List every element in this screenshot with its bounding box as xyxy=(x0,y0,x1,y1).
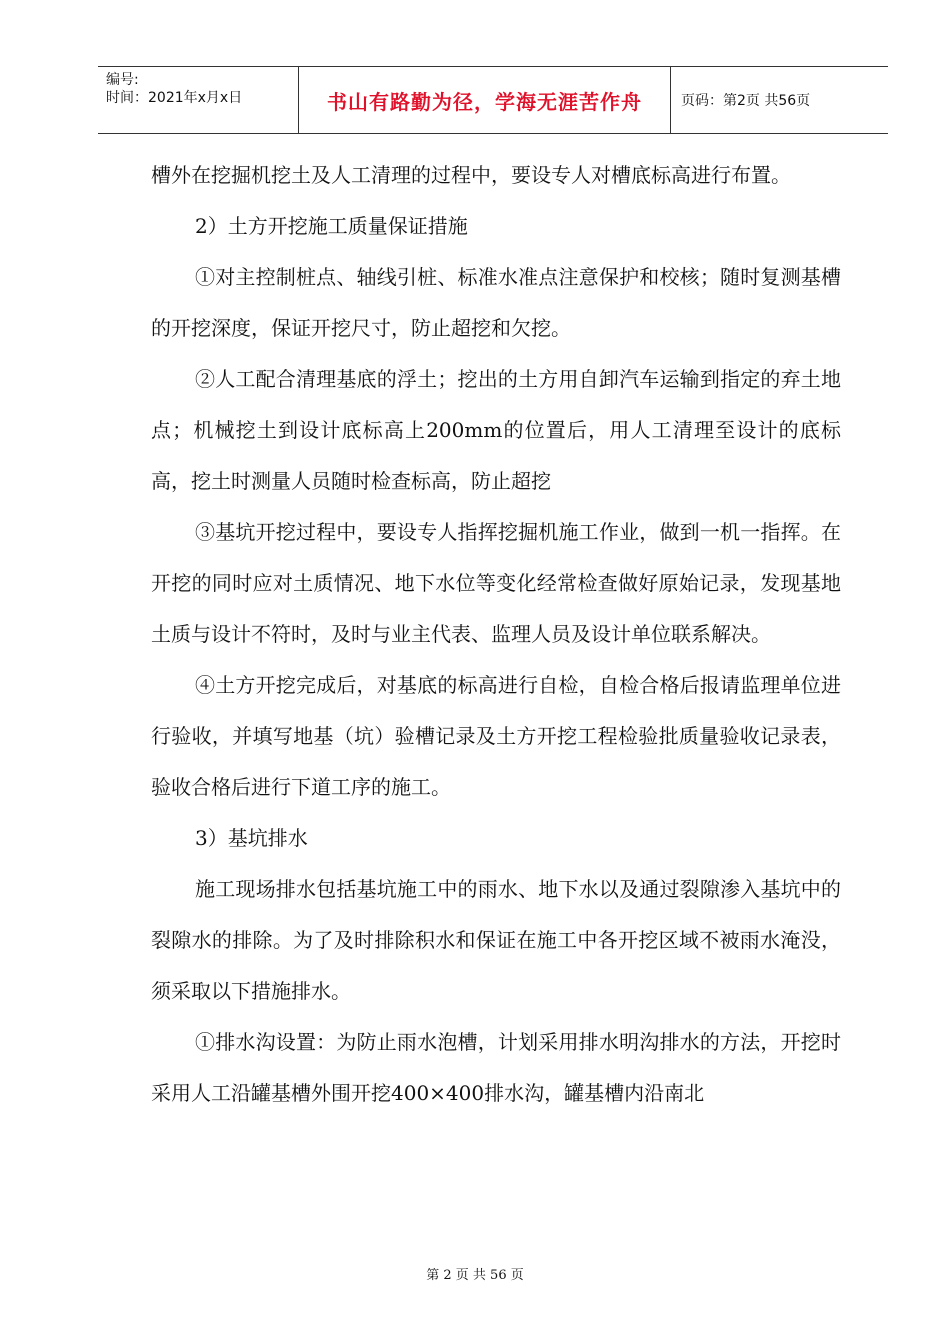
paragraph: ①排水沟设置：为防止雨水泡槽，计划采用排水明沟排水的方法，开挖时采用人工沿罐基槽外围开挖400×400排水沟，罐基槽内沿南北 xyxy=(151,1030,841,1105)
header-motto: 书山有路勤为径，学海无涯苦作舟 xyxy=(299,67,671,133)
header-meta xyxy=(98,67,299,133)
paragraph: ②人工配合清理基底的浮土；挖出的土方用自卸汽车运输到指定的弃土地点；机械挖土到设计底标高上200mm的位置后，用人工清理至设计的底标高，挖土时测量人员随时检查标高，防止超挖 xyxy=(151,367,841,493)
section-heading: 2）土方开挖施工质量保证措施 xyxy=(195,214,468,238)
number-label: 编号: xyxy=(106,72,139,88)
paragraph: 施工现场排水包括基坑施工中的雨水、地下水以及通过裂隙渗入基坑中的裂隙水的排除。为了及时排除积水和保证在施工中各开挖区域不被雨水淹没，须采取以下措施排水。 xyxy=(151,877,841,1003)
page-footer: 第 2 页 共 56 页 xyxy=(426,1268,524,1283)
document-body xyxy=(151,150,841,1119)
time-label: 时间：2021年x月x日 xyxy=(106,90,243,106)
paragraph: 槽外在挖掘机挖土及人工清理的过程中，要设专人对槽底标高进行布置。 xyxy=(151,163,791,187)
section-heading: 3）基坑排水 xyxy=(195,826,308,850)
paragraph: ④土方开挖完成后，对基底的标高进行自检，自检合格后报请监理单位进行验收，并填写地基（坑）验槽记录及土方开挖工程检验批质量验收记录表，验收合格后进行下道工序的施工。 xyxy=(151,673,841,799)
paragraph: ③基坑开挖过程中，要设专人指挥挖掘机施工作业，做到一机一指挥。在开挖的同时应对土质情况、地下水位等变化经常检查做好原始记录，发现基地土质与设计不符时，及时与业主代表、监理人员及设计单位联系解决。 xyxy=(151,520,841,646)
page-header xyxy=(98,66,888,134)
header-page-info: 页码：第2页 共56页 xyxy=(681,93,811,109)
paragraph: ①对主控制桩点、轴线引桩、标准水准点注意保护和校核；随时复测基槽的开挖深度，保证开挖尺寸，防止超挖和欠挖。 xyxy=(151,265,841,340)
